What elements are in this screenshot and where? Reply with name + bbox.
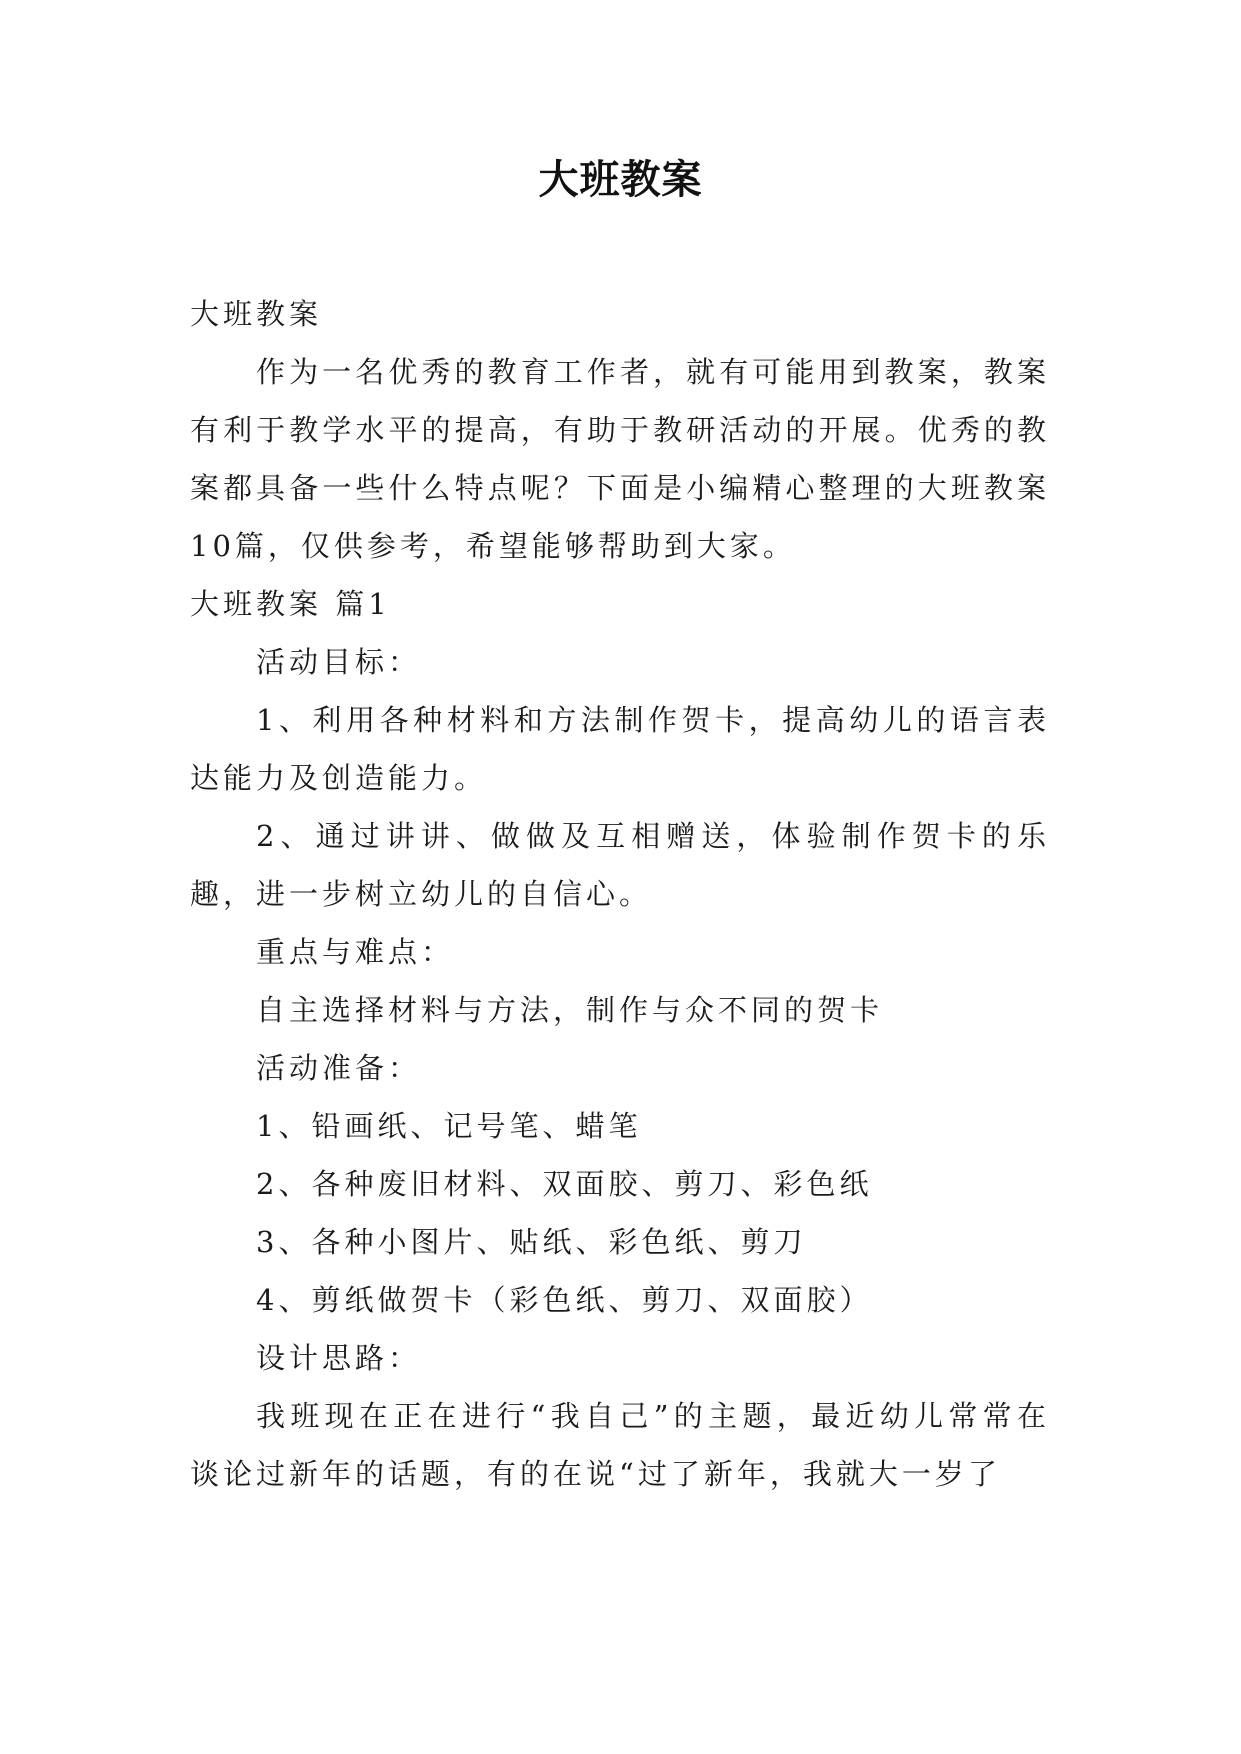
prep-item-1: 1、铅画纸、记号笔、蜡笔: [256, 1109, 642, 1143]
prep-item-4: 4、剪纸做贺卡（彩色纸、剪刀、双面胶）: [256, 1283, 873, 1317]
document-subtitle: 大班教案: [190, 297, 323, 331]
design-paragraph: 我班现在正在进行“我自己”的主题，最近幼儿常常在谈论过新年的话题，有的在说“过了新年，我就大一岁了: [190, 1399, 1050, 1491]
prep-item-3: 3、各种小图片、贴纸、彩色纸、剪刀: [256, 1225, 807, 1259]
goal-item-1: 1、利用各种材料和方法制作贺卡，提高幼儿的语言表达能力及创造能力。: [190, 703, 1050, 795]
document-body: [190, 285, 1050, 1503]
key-points-label: 重点与难点：: [256, 935, 455, 969]
goal-item-2: 2、通过讲讲、做做及互相赠送，体验制作贺卡的乐趣，进一步树立幼儿的自信心。: [190, 819, 1050, 911]
design-label: 设计思路：: [256, 1341, 422, 1375]
intro-paragraph: 作为一名优秀的教育工作者，就有可能用到教案，教案有利于教学水平的提高，有助于教研活动的开展。优秀的教案都具备一些什么特点呢？下面是小编精心整理的大班教案10篇，仅供参考，希望能够帮助到大家。: [190, 355, 1050, 563]
document-title: 大班教案: [538, 157, 703, 203]
goals-label: 活动目标：: [256, 645, 422, 679]
section-heading: 大班教案 篇1: [190, 587, 391, 621]
prep-item-2: 2、各种废旧材料、双面胶、剪刀、彩色纸: [256, 1167, 873, 1201]
key-points-text: 自主选择材料与方法，制作与众不同的贺卡: [256, 993, 884, 1027]
prep-label: 活动准备：: [256, 1051, 422, 1085]
